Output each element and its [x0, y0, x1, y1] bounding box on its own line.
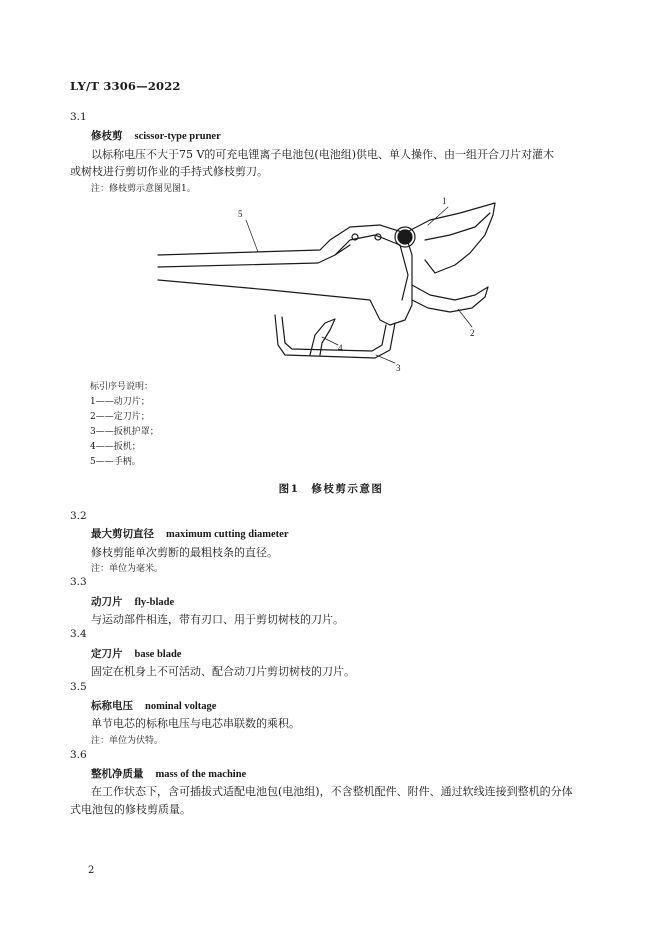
term-heading: [91, 128, 221, 143]
pivot-bolt-inner: [398, 230, 412, 244]
legend-item: 3——扳机护罩；: [90, 427, 159, 437]
term-en: base blade: [134, 649, 182, 660]
definition-text: 单节电芯的标称电压与电芯串联数的乘积。: [91, 717, 300, 730]
term-heading: [91, 594, 174, 609]
term-en: maximum cutting diameter: [166, 529, 289, 540]
definition-text-continued: 式电池包的修枝剪质量。: [70, 803, 191, 816]
definition-text: 以标称电压不大于75 V的可充电锂离子电池包(电池组)供电、单人操作、由一组开合刀片对灌木: [91, 148, 555, 161]
definition-text: 固定在机身上不可活动、配合动刀片剪切树枝的刀片。: [91, 665, 355, 678]
callout-5: 5: [238, 209, 243, 219]
legend-title: 标引序号说明：: [90, 382, 154, 392]
page-number: 2: [88, 865, 95, 876]
leader-3: [376, 355, 395, 363]
legend-item: 1——动刀片；: [90, 397, 150, 407]
term-zh: 动刀片: [91, 596, 123, 608]
callout-4: 4: [338, 343, 343, 353]
clause-number: 3.3: [70, 576, 87, 588]
term-zh: 标称电压: [91, 700, 133, 712]
leader-2: [458, 309, 472, 327]
term-en: fly-blade: [134, 597, 175, 608]
term-zh: 修枝剪: [91, 130, 123, 142]
note-text: 注：单位为毫米。: [91, 564, 164, 574]
callout-3: 3: [396, 363, 401, 373]
fly-blade: [405, 203, 495, 273]
term-zh: 定刀片: [91, 648, 123, 660]
handle-outline: [158, 225, 412, 325]
note-text: 注：单位为伏特。: [91, 736, 164, 746]
legend-item: 4——扳机；: [90, 442, 141, 452]
term-zh: 最大剪切直径: [91, 528, 154, 540]
term-en: nominal voltage: [145, 701, 217, 712]
legend-item: 5——手柄。: [90, 457, 141, 467]
term-heading: [91, 526, 288, 541]
body-contour: [335, 235, 408, 300]
pruner-figure: [150, 195, 500, 375]
clause-number: 3.4: [70, 628, 87, 640]
figure-caption: 图1 修枝剪示意图: [278, 483, 384, 495]
legend-item: 2——定刀片；: [90, 412, 150, 422]
leader-5: [246, 220, 258, 252]
clause-number: 3.6: [70, 749, 87, 761]
term-heading: [91, 766, 246, 781]
definition-text: 在工作状态下，含可插拔式适配电池包(电池组)，不含整机配件、附件、通过软线连接到整机的分体: [91, 785, 573, 798]
callout-1: 1: [442, 196, 447, 206]
term-en: scissor-type pruner: [134, 131, 221, 142]
leader-4: [322, 337, 338, 345]
term-zh: 整机净质量: [91, 768, 144, 780]
clause-number: 3.5: [70, 681, 87, 693]
clause-number: 3.1: [70, 111, 87, 123]
term-en: mass of the machine: [155, 769, 247, 780]
trigger-guard: [275, 315, 395, 358]
definition-text-continued: 或树枝进行剪切作业的手持式修枝剪刀。: [70, 165, 268, 178]
standard-code-header: LY/T 3306—2022: [70, 79, 181, 93]
definition-text: 修枝剪能单次剪断的最粗枝条的直径。: [91, 546, 278, 559]
callout-2: 2: [470, 328, 475, 338]
note-text: 注：修枝剪示意图见图1。: [91, 184, 196, 194]
clause-number: 3.2: [70, 510, 87, 522]
definition-text: 与运动部件相连，带有刃口、用于剪切树枝的刀片。: [91, 613, 344, 626]
base-blade: [412, 285, 488, 312]
fly-blade-edge: [425, 213, 490, 240]
term-heading: [91, 698, 216, 713]
term-heading: [91, 646, 181, 661]
